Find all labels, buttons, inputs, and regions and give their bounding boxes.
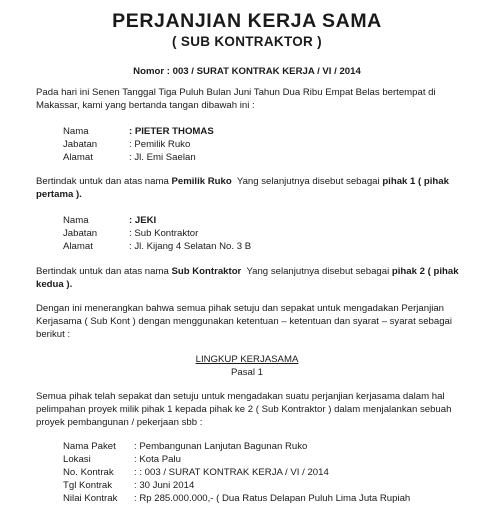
party-2-alamat-label: Alamat — [63, 241, 93, 252]
party-1-statement — [36, 175, 449, 188]
party-1-nama: : PIETER THOMAS — [129, 126, 214, 137]
detail-kontrak-value: : : 003 / SURAT KONTRAK KERJA / VI / 2014 — [134, 467, 329, 478]
party-1-alamat-label: Alamat — [63, 152, 93, 163]
party-2-jabatan: : Sub Kontraktor — [129, 228, 199, 239]
agreement-line-2: Kerjasama ( Sub Kont ) dengan menggunakan ketentuan – ketentuan dan syarat – syarat sebagai — [36, 316, 453, 327]
party-1-statement-pre: Bertindak untuk dan atas nama — [36, 176, 172, 187]
detail-lokasi-value: : Kota Palu — [134, 454, 181, 465]
party-1-alamat: : Jl. Emi Saelan — [129, 152, 196, 163]
pasal-1-line-3: proyek pembangunan / pekerjaan sbb : — [36, 417, 203, 428]
party-2-nama: : JEKI — [129, 215, 157, 226]
party-2-statement-mid: Yang selanjutnya disebut sebagai — [241, 266, 392, 277]
party-2-nama-label: Nama — [63, 215, 89, 226]
party-1-nama-label: Nama — [63, 126, 89, 137]
party-1-statement-mid: Yang selanjutnya disebut sebagai — [231, 176, 383, 187]
document-subtitle: ( SUB KONTRAKTOR ) — [172, 34, 322, 49]
party-2-jabatan-label: Jabatan — [63, 228, 98, 239]
party-2-statement-line-2: kedua ). — [36, 279, 73, 290]
detail-paket-value: : Pembangunan Lanjutan Bagunan Ruko — [134, 441, 308, 452]
pasal-1-line-1: Semua pihak telah sepakat dan setuju untuk mengadakan suatu perjanjian kerjasama dalam hal — [36, 391, 445, 402]
pasal-heading: Pasal 1 — [231, 367, 263, 378]
intro-line-1: Pada hari ini Senen Tanggal Tiga Puluh Bulan Juni Tahun Dua Ribu Empat Belas bertempat di — [36, 87, 436, 98]
detail-tgl-label: Tgl Kontrak — [63, 480, 113, 491]
party-2-statement — [36, 265, 459, 278]
party-2-statement-pihak: pihak 2 ( pihak — [391, 266, 459, 277]
pasal-1-line-2: pelimpahan proyek milik pihak 1 kepada pihak ke 2 ( Sub Kontraktor ) dalam menjalankan sebuah — [36, 404, 452, 415]
party-1-statement-pihak: pihak 1 ( pihak — [382, 176, 449, 187]
intro-line-2: Makassar, kami yang bertanda tangan dibawah ini : — [36, 100, 255, 111]
section-heading: LINGKUP KERJASAMA — [195, 354, 299, 365]
party-1-jabatan: : Pemilik Ruko — [129, 139, 191, 150]
party-2-statement-role: Sub Kontraktor — [171, 266, 242, 277]
party-2-alamat: : Jl. Kijang 4 Selatan No. 3 B — [129, 241, 252, 252]
detail-lokasi-label: Lokasi — [63, 454, 91, 465]
detail-nilai-value: : Rp 285.000.000,- ( Dua Ratus Delapan Puluh Lima Juta Rupiah — [134, 493, 411, 504]
detail-kontrak-label: No. Kontrak — [63, 467, 114, 478]
party-1-statement-role: Pemilik Ruko — [171, 176, 232, 187]
detail-tgl-value: : 30 Juni 2014 — [134, 480, 195, 491]
agreement-line-3: berikut : — [36, 329, 71, 340]
agreement-line-1: Dengan ini menerangkan bahwa semua pihak setuju dan sepakat untuk mengadakan Perjanjian — [36, 303, 445, 314]
party-1-jabatan-label: Jabatan — [63, 139, 98, 150]
detail-nilai-label: Nilai Kontrak — [63, 493, 118, 504]
document-title: PERJANJIAN KERJA SAMA — [112, 10, 382, 32]
party-1-statement-line-2: pertama ). — [36, 189, 82, 200]
detail-paket-label: Nama Paket — [63, 441, 116, 452]
party-2-statement-pre: Bertindak untuk dan atas nama — [36, 266, 172, 277]
document-number: Nomor : 003 / SURAT KONTRAK KERJA / VI / 2014 — [133, 66, 361, 77]
